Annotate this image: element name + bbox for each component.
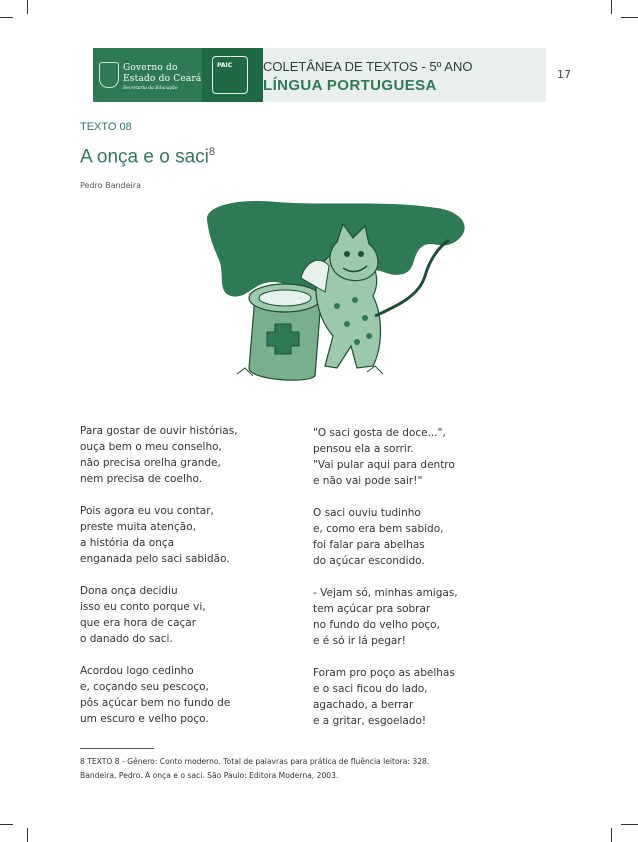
footnote: [80, 755, 429, 783]
verse-line: a história da onça: [80, 537, 175, 549]
stanza: [80, 663, 280, 727]
verse-line: O saci ouviu tudinho: [313, 507, 421, 519]
verse-line: agachado, a berrar: [313, 699, 414, 711]
crop-mark: [611, 828, 612, 842]
author: Pedro Bandeira: [80, 181, 141, 190]
verse-line: Pois agora eu vou contar,: [80, 505, 214, 517]
title-text: A onça e o saci: [80, 146, 209, 168]
verse-line: não precisa orelha grande,: [80, 457, 221, 469]
crop-mark: [621, 824, 638, 825]
text-label: TEXTO 08: [80, 121, 132, 133]
verse-line: que era hora de caçar: [80, 617, 197, 629]
verse-line: "Vai pular aqui para dentro: [313, 459, 455, 471]
verse-line: no fundo do velho poço,: [313, 619, 440, 631]
verse-line: enganada pelo saci sabidão.: [80, 553, 230, 565]
stanza: [313, 425, 513, 489]
verse-line: Acordou logo cedinho: [80, 665, 194, 677]
government-logo: [93, 48, 202, 102]
crop-mark: [27, 0, 28, 14]
verse-line: e a gritar, esgoelado!: [313, 715, 427, 727]
footnote-line: 8 TEXTO 8 - Gênero: Conto moderno. Total de palavras para prática de fluência leitora: 328.: [80, 757, 430, 766]
poem-column-right: [313, 425, 513, 745]
verse-line: o danado do saci.: [80, 633, 173, 645]
verse-line: ouça bem o meu conselho,: [80, 441, 222, 453]
stanza: [80, 503, 280, 567]
verse-line: e não vai pode sair!": [313, 475, 423, 487]
crop-mark: [0, 17, 13, 18]
program-badge-text: PAIC: [217, 62, 233, 69]
verse-line: Para gostar de ouvir histórias,: [80, 425, 238, 437]
verse-line: Foram pro poço as abelhas: [313, 667, 455, 679]
jaguar-illustration: [197, 196, 475, 390]
verse-line: preste muita atenção,: [80, 521, 196, 533]
footnote-line: Bandeira, Pedro. A onça e o saci. São Paulo: Editora Moderna, 2003.: [80, 771, 339, 780]
verse-line: foi falar para abelhas: [313, 539, 425, 551]
verse-line: isso eu conto porque vi,: [80, 601, 206, 613]
crop-mark: [611, 0, 612, 14]
verse-line: um escuro e velho poço.: [80, 713, 209, 725]
stanza: [80, 423, 280, 487]
page-number: 17: [557, 68, 571, 81]
page-header: [93, 48, 546, 102]
stanza: [313, 505, 513, 569]
footnote-ref: 8: [208, 146, 215, 158]
page-title: [80, 146, 215, 168]
verse-line: pensou ela a sorrir.: [313, 443, 414, 455]
collection-title: COLETÂNEA DE TEXTOS - 5º ANO: [263, 59, 473, 74]
verse-line: do açúcar escondido.: [313, 555, 425, 567]
stanza: [80, 583, 280, 647]
verse-line: Dona onça decidiu: [80, 585, 178, 597]
coat-of-arms-icon: [99, 62, 119, 88]
stanza: [313, 585, 513, 649]
crop-mark: [0, 824, 13, 825]
poem-column-left: [80, 423, 280, 743]
program-logo: [202, 48, 263, 102]
crop-mark: [621, 17, 638, 18]
program-badge-icon: [212, 56, 248, 94]
footnote-divider: [80, 748, 154, 749]
verse-line: e, como era bem sabido,: [313, 523, 444, 535]
gov-line1: Governo do: [123, 63, 178, 73]
crop-mark: [27, 828, 28, 842]
verse-line: e, coçando seu pescoço,: [80, 681, 209, 693]
stanza: [313, 665, 513, 729]
verse-line: e o saci ficou do lado,: [313, 683, 428, 695]
subject-title: LÍNGUA PORTUGUESA: [263, 77, 437, 94]
gov-line2: Estado do Ceará: [123, 74, 202, 84]
verse-line: tem açúcar pra sobrar: [313, 603, 431, 615]
gov-line3: Secretaria da Educação: [123, 86, 178, 91]
verse-line: e é só ir lá pegar!: [313, 635, 406, 647]
verse-line: pôs açúcar bem no fundo de: [80, 697, 231, 709]
verse-line: - Vejam só, minhas amigas,: [313, 587, 458, 599]
verse-line: nem precisa de coelho.: [80, 473, 203, 485]
verse-line: "O saci gosta de doce...",: [313, 427, 446, 439]
